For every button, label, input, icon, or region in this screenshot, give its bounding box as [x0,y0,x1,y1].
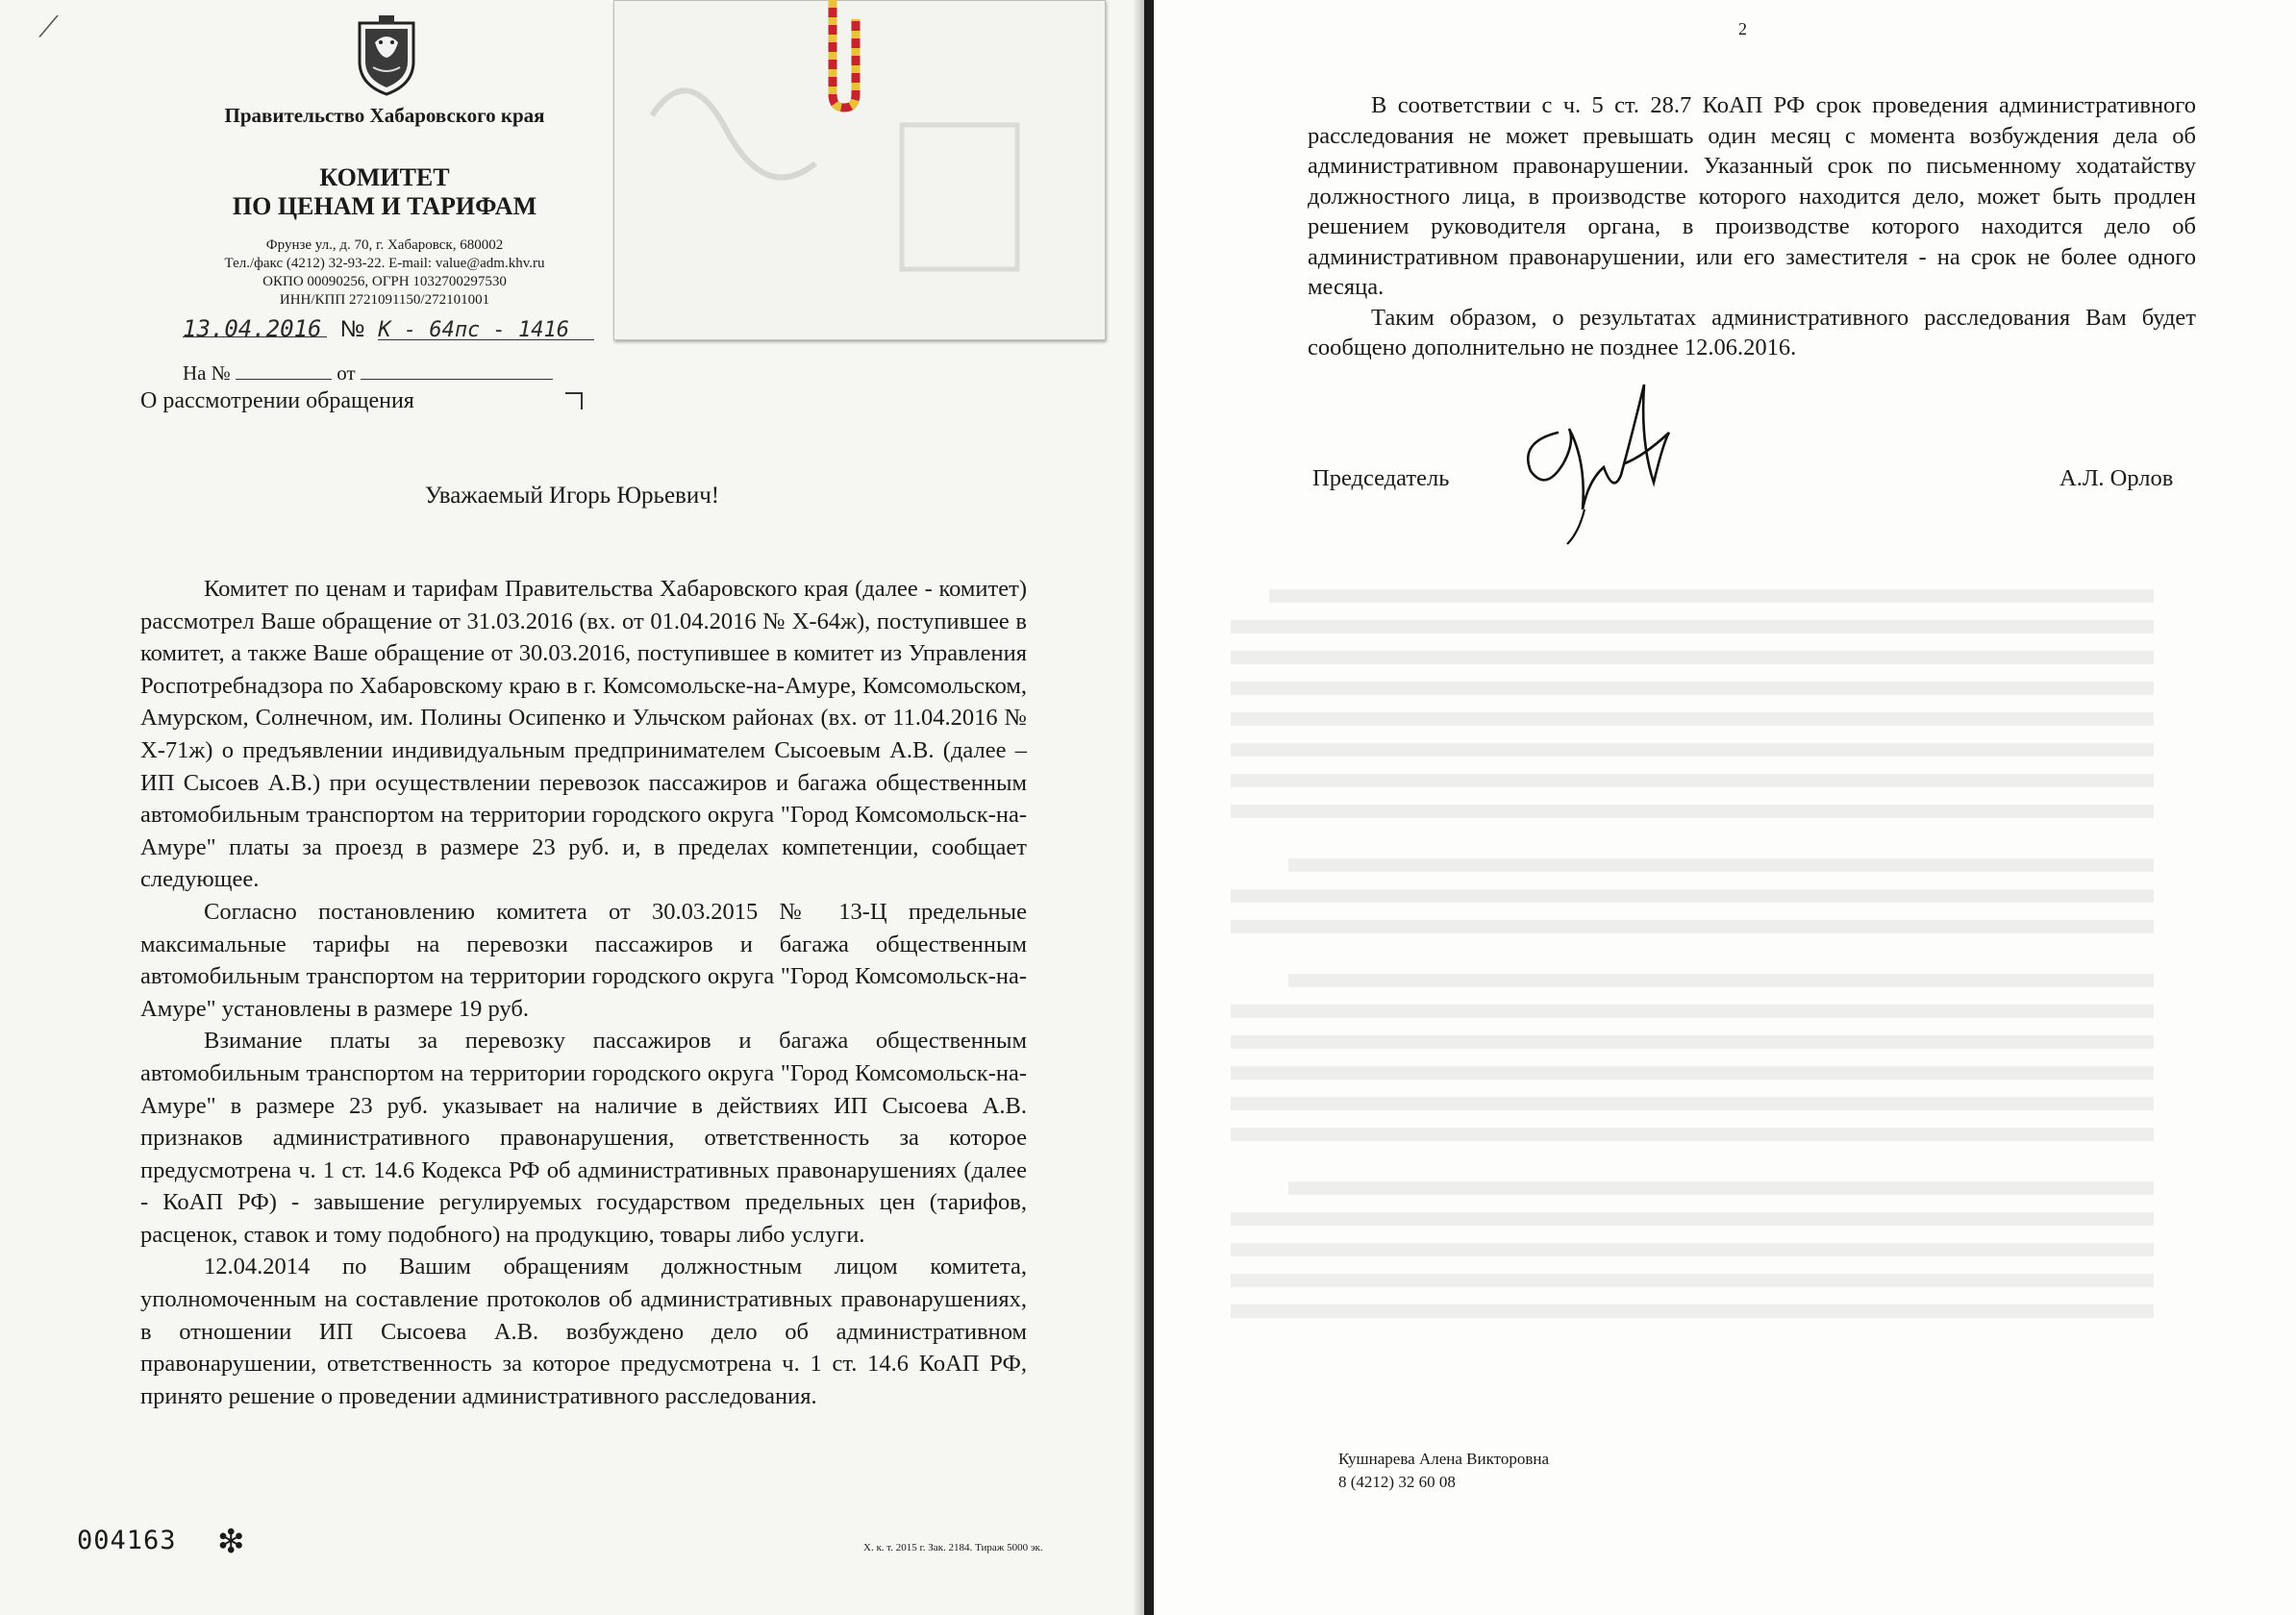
committee-name [144,163,625,221]
executor-name: Кушнарева Алена Викторовна [1338,1450,1549,1468]
letter-page-1 [0,0,1144,1615]
reference-row [183,358,553,385]
registration-number-label: № [339,316,365,342]
form-serial-number: 004163 [77,1526,177,1555]
address-line: Тел./факс (4212) 32-93-22. E-mail: value@adm.khv.ru [224,256,545,271]
government-name: Правительство Хабаровского края [224,104,545,127]
body-paragraph: В соответствии с ч. 5 ст. 28.7 КоАП РФ срок проведения административного расследования не может превышать один месяц с момента возбуждения дела об административном правонарушении. Указанный срок по письменному ходатайству должностного лица, в производстве которого находится дело, может быть продлен решением руководителя органа, в производстве которого находится дело об административном правонарушении, или его заместителя - на срок не более одного месяца. [1308,92,2196,300]
chairman-label: Председатель [1312,465,1450,491]
page-gap [1144,0,1154,1615]
address-line: ОКПО 00090256, ОГРН 1032700297530 [262,274,507,289]
registration-number: К - 64пс - 1416 [378,318,594,340]
committee-line-2: ПО ЦЕНАМ И ТАРИФАМ [232,192,537,220]
bleed-through-area [1231,577,2192,1461]
subject-corner-mark [565,392,583,410]
reference-date-blank [361,358,553,380]
letter-subject: О рассмотрении обращения [140,388,414,413]
body-paragraph: Взимание платы за перевозку пассажиров и багажа общественным автомобильным транспортом на территории городского округа "Город Комсомольск-на-Амуре" в размере 23 руб. указывает на наличие в действиях ИП Сысоева А.В. признаков административного правонарушения, ответственность за которое предусмотрена ч. 1 ст. 14.6 Кодекса РФ об административных правонарушениях (далее - КоАП РФ) - завышение регулируемых государством предельных цен (тарифов, расценок, ставок и тому подобного) на продукцию, товары либо услуги. [140,1028,1027,1248]
attached-paper-slip [613,0,1106,340]
registration-row [183,315,594,343]
committee-address [144,236,625,310]
chairman-name: А.Л. Орлов [2059,465,2174,491]
asterisk-icon: ❇ [217,1525,245,1560]
letter-body-page-2 [1308,90,2196,363]
body-paragraph: Согласно постановлению комитета от 30.03.2015 № 13-Ц предельные максимальные тарифы на перевозки пассажиров и багажа общественным автомобильным транспортом на территории городского округа "Город Комсомольск-на-Амуре" установлены в размере 19 руб. [140,898,1027,1022]
registration-date: 13.04.2016 [183,315,327,337]
reference-date-label: от [337,361,356,385]
body-paragraph: Таким образом, о результатах административного расследования Вам будет сообщено дополнительно не позднее 12.06.2016. [1308,304,2196,360]
letter-body-page-1 [140,573,1027,1412]
executor-info [1338,1448,1549,1494]
body-paragraph: Комитет по ценам и тарифам Правительства Хабаровского края (далее - комитет) рассмотрел Ваше обращение от 31.03.2016 (вх. от 01.04.2016 № Х-64ж), поступившее в комитет, а также Ваше обращение от 30.03.2016, поступившее в комитет из Управления Роспотребнадзора по Хабаровскому краю в г. Комсомольске-на-Амуре, Комсомольском, Амурском, Солнечном, им. Полины Осипенко и Ульчском районах (вх. от 11.04.2016 № Х-71ж) о предъявлении индивидуальным предпринимателем Сысоевым А.В. (далее – ИП Сысоев А.В.) при осуществлении перевозок пассажиров и багажа общественным автомобильным транспортом на территории городского округа "Город Комсомольск-на-Амуре" платы за проезд в размере 23 руб. и, в пределах компетенции, сообщает следующее. [140,576,1027,893]
reference-number-label: На № [183,361,231,385]
address-line: Фрунзе ул., д. 70, г. Хабаровск, 680002 [265,237,504,253]
letter-page-2 [1154,0,2296,1615]
print-info: Х. к. т. 2015 г. Зак. 2184. Тираж 5000 эк. [863,1542,1043,1553]
khabarovsk-emblem-icon [354,13,419,96]
handwritten-signature [1500,375,1692,548]
page-number: 2 [1738,19,1747,38]
paper-clip-icon [613,0,1106,340]
committee-line-1: КОМИТЕТ [319,163,450,191]
reference-number-blank [236,358,332,380]
greeting: Уважаемый Игорь Юрьевич! [424,483,720,509]
body-paragraph: 12.04.2014 по Вашим обращениям должностным лицом комитета, уполномоченным на составление протоколов об административных правонарушениях, в отношении ИП Сысоева А.В. возбуждено дело об административном правонарушении, ответственность за которое предусмотрена ч. 1 ст. 14.6 КоАП РФ, принято решение о проведении административного расследования. [140,1254,1027,1409]
executor-phone: 8 (4212) 32 60 08 [1338,1473,1456,1491]
address-line: ИНН/КПП 2721091150/272101001 [279,292,490,308]
scan-mark: ⟋ [38,12,59,43]
